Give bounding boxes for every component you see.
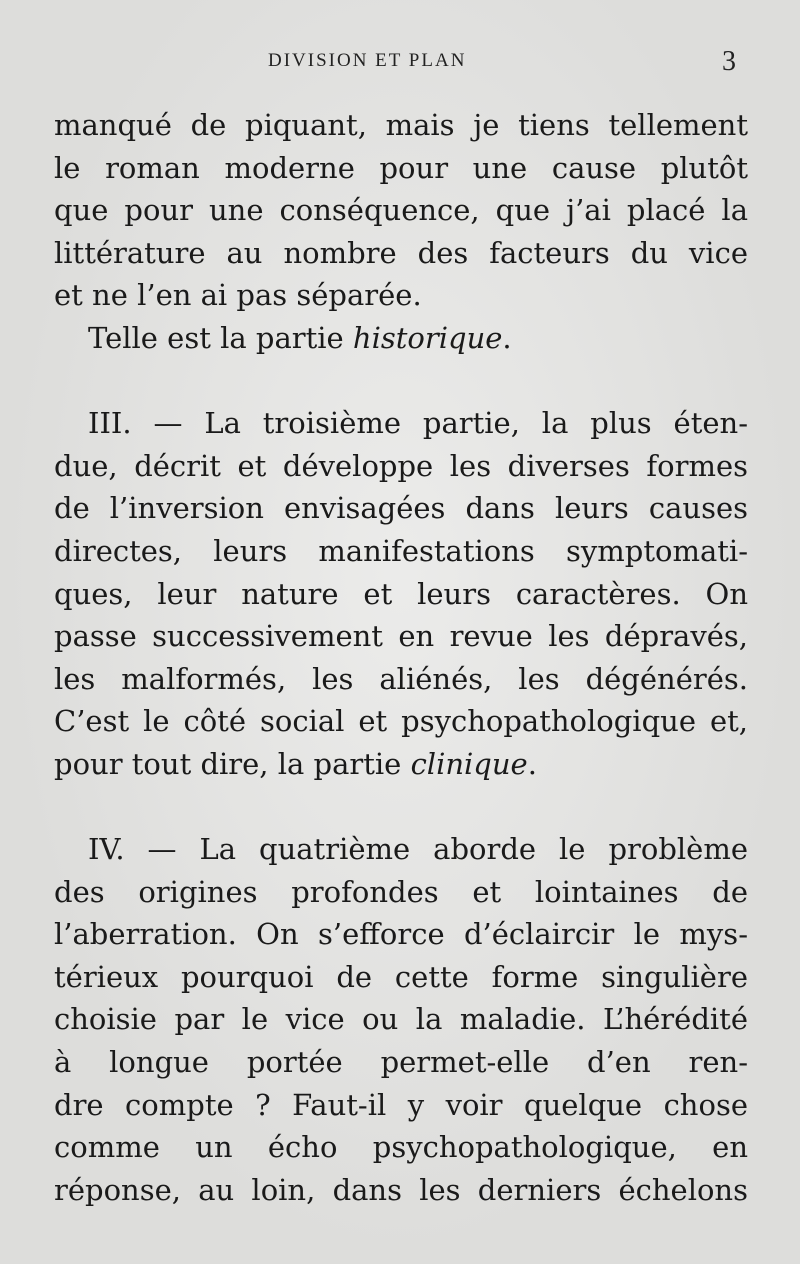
- running-title: DIVISION ET PLAN: [268, 50, 467, 71]
- text-line: choisie par le vice ou la maladie. L’hérédité: [54, 1002, 748, 1037]
- section-iv-first-line: IV. — La quatrième aborde le problème: [88, 832, 748, 867]
- text-run: pour tout dire, la partie: [54, 746, 411, 781]
- section-iii-first-line: III. — La troisième partie, la plus éten-: [88, 406, 748, 441]
- text-line: de l’inversion envisagées dans leurs causes: [54, 491, 748, 526]
- text-line: [54, 743, 748, 786]
- text-line: et ne l’en ai pas séparée.: [54, 278, 422, 313]
- text-line: manqué de piquant, mais je tiens tellement: [54, 108, 748, 142]
- text-run: .: [527, 746, 537, 781]
- paragraph-gap: [54, 360, 748, 403]
- paragraph-gap: [54, 786, 748, 829]
- text-line: térieux pourquoi de cette forme singulière: [54, 959, 748, 994]
- emphasis-historique: historique: [352, 320, 503, 355]
- text-line: réponse, au loin, dans les derniers échelons: [54, 1172, 748, 1207]
- text-line: comme un écho psychopathologique, en: [54, 1130, 748, 1165]
- text-line: à longue portée permet-elle d’en ren-: [54, 1045, 748, 1080]
- page-number: 3: [722, 46, 736, 77]
- text-line: due, décrit et développe les diverses formes: [54, 448, 748, 483]
- text-line: dre compte ? Faut-il y voir quelque chose: [54, 1087, 748, 1122]
- text-line: que pour une conséquence, que j’ai placé la: [54, 193, 748, 228]
- body-text: [54, 104, 748, 1211]
- text-line: le roman moderne pour une cause plutôt: [54, 150, 748, 185]
- text-line: l’aberration. On s’efforce d’éclaircir le mys-: [54, 917, 748, 952]
- emphasis-clinique: clinique: [410, 746, 528, 781]
- running-header: [0, 46, 800, 80]
- text-line: ques, leur nature et leurs caractères. On: [54, 576, 748, 611]
- text-line: C’est le côté social et psychopathologique et,: [54, 704, 748, 739]
- text-line: littérature au nombre des facteurs du vice: [54, 235, 748, 270]
- text-line: [54, 317, 748, 360]
- text-line: les malformés, les aliénés, les dégénérés.: [54, 661, 748, 696]
- text-line: passe successivement en revue les dépravés,: [54, 619, 748, 654]
- text-run: .: [502, 320, 512, 355]
- text-run: Telle est la partie: [88, 320, 353, 355]
- text-line: directes, leurs manifestations symptomati-: [54, 533, 748, 568]
- text-line: des origines profondes et lointaines de: [54, 874, 748, 909]
